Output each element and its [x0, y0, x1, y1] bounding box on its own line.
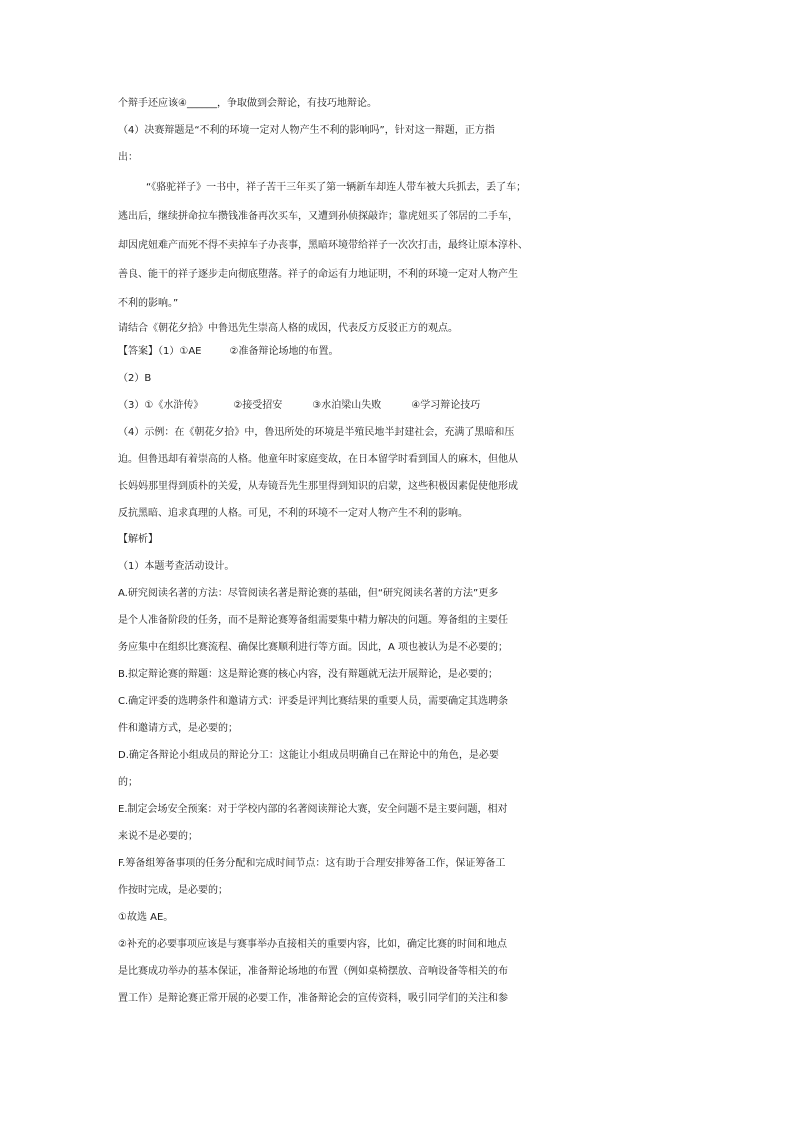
answer-item: ④学习辩论技巧 — [411, 400, 481, 411]
answer-1-line — [118, 339, 794, 365]
analysis-line: D.确定各辩论小组成员的辩论分工：这能让小组成员明确自己在辩论中的角色，是必要 — [118, 750, 499, 761]
quote-line: 不利的影响。” — [118, 298, 179, 309]
answer-3-line — [118, 393, 794, 419]
answer-text: ②准备辩论场地的布置。 — [229, 346, 339, 357]
quote-line: 却因虎妞难产而死不得不卖掉车子办丧事，黑暗环境带给祥子一次次打击，最终让原本淳朴、 — [118, 240, 528, 251]
analysis-line: E.制定会场安全预案：对于学校内部的名著阅读辩论大赛，安全问题不是主要问题，相对 — [118, 804, 508, 815]
answer-item: ③水泊梁山失败 — [312, 400, 382, 411]
answer-item: （3）①《水浒传》 — [118, 400, 204, 411]
analysis-line: 件和邀请方式，是必要的； — [118, 723, 238, 734]
answer-2-line: （2）B — [118, 373, 152, 384]
quote-line: “《骆驼祥子》一书中，祥子苦干三年买了第一辆新车却连人带车被大兵抓去，丢了车； — [146, 182, 527, 193]
analysis-heading: 【解析】 — [118, 534, 158, 545]
analysis-line: 的； — [118, 777, 138, 788]
text-line: 出： — [118, 152, 138, 163]
analysis-line: B.拟定辩论赛的辩题：这是辩论赛的核心内容，没有辩题就无法开展辩论，是必要的； — [118, 669, 499, 680]
analysis-line: 务应集中在组织比赛流程、确保比赛顺利进行等方面。因此，A 项也被认为是不必要的； — [118, 642, 509, 653]
answer-4-line: 反抗黑暗、追求真理的人格。可见，不利的环境不一定对人物产生不利的影响。 — [118, 508, 468, 519]
analysis-line: 来说不是必要的； — [118, 831, 198, 842]
answer-label: 【答案】（1）①AE — [118, 346, 202, 357]
analysis-line: A.研究阅读名著的方法：尽管阅读名著是辩论赛的基础，但“研究阅读名著的方法”更多 — [118, 588, 499, 599]
answer-4-line: 迫。但鲁迅却有着崇高的人格。他童年时家庭变故，在日本留学时看到国人的麻木，但他从 — [118, 454, 518, 465]
text-line: 个辩手还应该④______，争取做到会辩论，有技巧地辩论。 — [118, 98, 377, 109]
analysis-line: F.筹备组筹备事项的任务分配和完成时间节点：这有助于合理安排筹备工作，保证筹备工 — [118, 858, 506, 869]
analysis-line: ②补充的必要事项应该是与赛事举办直接相关的重要内容，比如，确定比赛的时间和地点 — [118, 939, 507, 950]
answer-4-line: 长妈妈那里得到质朴的关爱，从寿镜吾先生那里得到知识的启蒙，这些积极因素促使他形成 — [118, 481, 518, 492]
analysis-line: ①故选 AE。 — [118, 912, 174, 923]
analysis-line: 是比赛成功举办的基本保证，准备辩论场地的布置（例如桌椅摆放、音响设备等相关的布 — [118, 966, 508, 977]
answer-4-line: （4）示例：在《朝花夕拾》中，鲁迅所处的环境是半殖民地半封建社会，充满了黑暗和压 — [118, 427, 515, 438]
quote-line: 逃出后，继续拼命拉车攒钱准备再次买车，又遭到孙侦探敲诈；靠虎妞买了邻居的二手车， — [118, 211, 518, 222]
question-instruction: 请结合《朝花夕拾》中鲁迅先生崇高人格的成因，代表反方反驳正方的观点。 — [118, 323, 458, 334]
analysis-line: 作按时完成，是必要的； — [118, 885, 228, 896]
answer-item: ②接受招安 — [233, 400, 283, 411]
question-4-prompt: （4）决赛辩题是“不利的环境一定对人物产生不利的影响吗”，针对这一辩题，正方指 — [118, 125, 495, 136]
analysis-line: C.确定评委的选聘条件和邀请方式：评委是评判比赛结果的重要人员，需要确定其选聘条 — [118, 696, 509, 707]
analysis-line: 是个人准备阶段的任务，而不是辩论赛筹备组需要集中精力解决的问题。筹备组的主要任 — [118, 615, 508, 626]
analysis-line: 置工作）是辩论赛正常开展的必要工作，准备辩论会的宣传资料，吸引同学们的关注和参 — [118, 993, 508, 1004]
analysis-line: （1）本题考查活动设计。 — [118, 561, 235, 572]
quote-line: 善良、能干的祥子逐步走向彻底堕落。祥子的命运有力地证明，不利的环境一定对人物产生 — [118, 269, 518, 280]
